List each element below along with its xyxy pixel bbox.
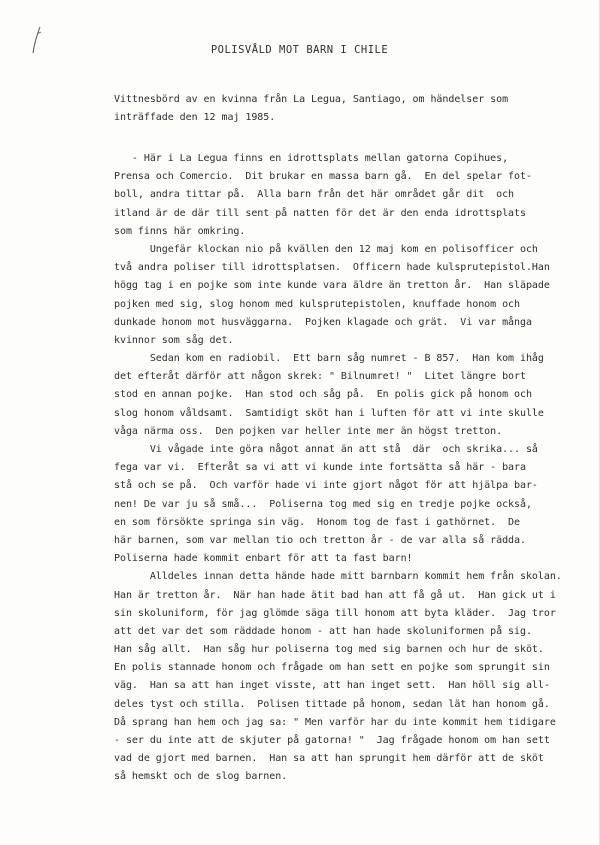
text-line: Prensa och Comercio. Dit brukar en massa barn gå. En del spelar fot- bbox=[114, 171, 532, 183]
text-line: Vi vågade inte göra något annat än att stå där och skrika... så bbox=[114, 444, 538, 455]
text-line: Då sprang han hem och jag sa: " Men varför har du inte kommit hem tidigare bbox=[114, 716, 556, 728]
text-line: en som försökte springa sin väg. Honom tog de fast i gathörnet. De bbox=[114, 516, 520, 528]
text-line: sin skoluniform, för jag glömde säga till honom att byta kläder. Jag tror bbox=[114, 607, 556, 619]
text-line: Sedan kom en radiobil. Ett barn såg numret - B 857. Han kom ihåg bbox=[114, 353, 544, 365]
text-line: Ungefär klockan nio på kvällen den 12 maj kom en polisofficer och bbox=[114, 243, 538, 255]
text-line: så hemskt och de slog barnen. bbox=[114, 771, 288, 783]
text-line: två andra poliser till idrottsplatsen. Officern hade kulsprutepistol.Han bbox=[114, 262, 550, 274]
text-line: det efteråt därför att någon skrek: " Bilnumret! " Litet längre bort bbox=[114, 371, 526, 383]
text-line: Alldeles innan detta hände hade mitt barnbarn kommit hem från skolan. bbox=[114, 571, 562, 583]
intro-line: Vittnesbörd av en kvinna från La Legua, Santiago, om händelser som bbox=[114, 94, 509, 105]
text-line: stå och se på. Och varför hade vi inte gjort något för att hjälpa bar- bbox=[114, 480, 538, 492]
text-line: våga närma oss. Den pojken var heller inte mer än högst tretton. bbox=[114, 425, 503, 437]
text-line: Han är tretton år. När han hade ätit bad han att få gå ut. Han gick ut i bbox=[114, 589, 556, 601]
text-line: som finns här omkring. bbox=[114, 225, 246, 237]
text-line: vad de gjort med barnen. Han sa att han sprungit hem därför att de sköt bbox=[114, 753, 544, 765]
body-text bbox=[114, 150, 584, 787]
intro-paragraph bbox=[114, 91, 584, 127]
text-line: En polis stannade honom och frågade om han sett en pojke som sprungit sin bbox=[114, 662, 550, 674]
text-line: kvinnor som såg det. bbox=[114, 334, 234, 346]
text-line: - Här i La Legua finns en idrottsplats mellan gatorna Copihues, bbox=[114, 153, 509, 164]
text-line: högg tag i en pojke som inte kunde vara äldre än tretton år. Han släpade bbox=[114, 280, 550, 292]
text-line: deles tyst och stilla. Polisen tittade på honom, sedan lät han honom gå. bbox=[114, 698, 550, 710]
text-line: boll, andra tittar på. Alla barn från det här området går dit och bbox=[114, 189, 515, 201]
text-line: att det var det som räddade honom - att han hade skoluniformen på sig. bbox=[114, 625, 532, 637]
text-line: fega var vi. Efteråt sa vi att vi kunde inte fortsätta så här - bara bbox=[114, 462, 526, 474]
text-line: dunkade honom mot husväggarna. Pojken klagade och grät. Vi var många bbox=[114, 316, 532, 328]
text-line: itland är de där till sent på natten för det är den enda idrottsplats bbox=[114, 207, 526, 219]
text-line: nen! De var ju så små... Poliserna tog med sig en tredje pojke också, bbox=[114, 498, 532, 510]
text-line: väg. Han sa att han inget visste, att han inget sett. Han höll sig all- bbox=[114, 680, 550, 692]
text-line: Han såg allt. Han såg hur poliserna tog med sig barnen och hur de sköt. bbox=[114, 644, 544, 656]
text-line: pojken med sig, slog honom med kulsprutepistolen, knuffade honom och bbox=[114, 298, 520, 310]
text-line: - ser du inte att de skjuter på gatorna! " Jag frågade honom om han sett bbox=[114, 735, 550, 746]
text-line: här barnen, som var mellan tio och tretton år - de var alla så rädda. bbox=[114, 534, 526, 546]
text-line: slog honom våldsamt. Samtidigt sköt han i luften för att vi inte skulle bbox=[114, 407, 544, 419]
text-line: Poliserna hade kommit enbart för att ta fast barn! bbox=[114, 553, 413, 565]
intro-line: inträffade den 12 maj 1985. bbox=[114, 112, 276, 124]
document-title: POLISVÅLD MOT BARN I CHILE bbox=[210, 44, 389, 56]
text-line: stod en annan pojke. Han stod och såg på. En polis gick på honom och bbox=[114, 389, 532, 401]
